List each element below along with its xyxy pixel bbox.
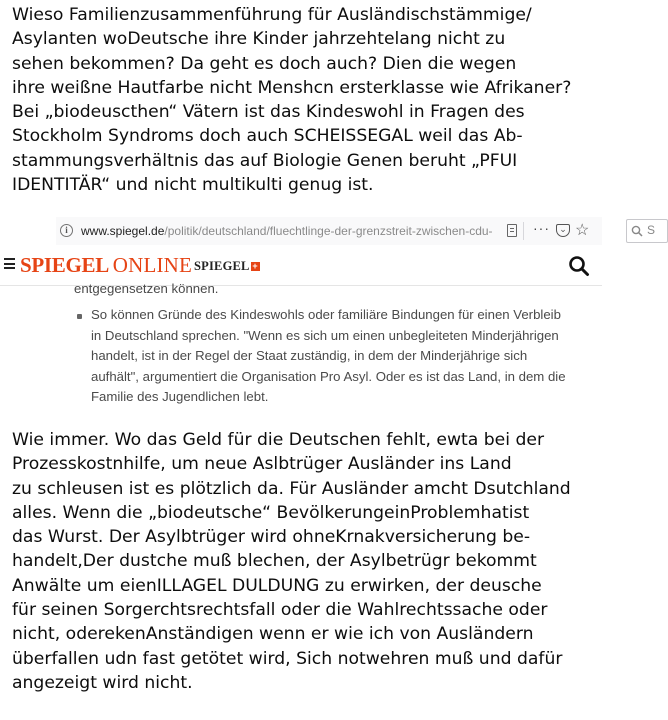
text-line: stammungsverhältnis das auf Biologie Genen beruht „PFUI	[12, 150, 518, 171]
spiegel-plus-logo[interactable]: SPIEGEL +	[194, 259, 258, 273]
text-line: Stockholm Syndroms doch auch SCHEISSEGAL weil das Ab-	[12, 126, 523, 147]
page-actions-icon[interactable]: ···	[533, 220, 550, 236]
text-line: angezeigt wird nicht.	[12, 672, 193, 693]
pocket-icon[interactable]: ⌄	[556, 224, 570, 237]
text-line: IDENTITÄR“ und nicht multikulti genug ist.	[12, 175, 374, 196]
url-path: /politik/deutschland/fluechtlinge-der-grenzstreit-zwischen-cdu-	[164, 224, 493, 238]
site-info-icon[interactable]: i	[60, 224, 73, 237]
menu-icon[interactable]	[4, 258, 15, 269]
spiegel-online-logo[interactable]: SPIEGEL ONLINE	[20, 253, 193, 277]
text-line: überfallen udn fast getötet wird, Sich notwehren muß und dafür	[12, 648, 563, 669]
text-line: So können Gründe des Kindeswohls oder familiäre Bindungen für einen Verbleib	[91, 307, 561, 322]
cut-off-line: entgegensetzen können.	[74, 281, 219, 296]
url-text[interactable]	[81, 224, 499, 238]
search-box[interactable]	[626, 219, 668, 243]
url-host: www.spiegel.de	[81, 224, 165, 238]
text-line: Bei „biodeuscthen“ Vätern ist das Kindeswohl in Fragen des	[12, 102, 525, 123]
text-line: in Deutschland sprechen. "Wenn es sich um einen unbegleiteten Minderjährigen	[91, 327, 559, 343]
search-icon[interactable]	[568, 255, 590, 277]
text-line: Asylanten woDeutsche ihre Kinder jahrzehtelang nicht zu	[12, 29, 506, 50]
url-bar[interactable]	[56, 217, 656, 246]
text-line: nicht, oderekenAnständigen wenn er wie ich von Ausländern	[12, 624, 534, 645]
text-line: handelt, ist in der Regel der Staat zuständig, in dem der Minderjährige sich	[91, 348, 528, 364]
text-line: Familie des Jugendlichen lebt.	[91, 389, 269, 405]
search-placeholder: S	[647, 223, 656, 237]
divider	[523, 222, 524, 240]
text-line: handelt,Der dustche muß blechen, der Asylbetrügr bekommt	[12, 551, 537, 572]
text-line: zu schleusen ist es plötzlich da. Für Ausländer amcht Dsutchland	[12, 478, 571, 499]
text-line: Wie immer. Wo das Geld für die Deutschen fehlt, ewta bei der	[12, 430, 545, 450]
text-line: Anwälte um eienILLAGEL DULDUNG zu erwirken, der deusche	[12, 575, 542, 596]
search-icon	[631, 225, 643, 237]
browser-screenshot	[0, 217, 656, 417]
text-line: für seinen Sorgerchtsrechtsfall oder die Wahlrechtssache oder	[12, 600, 548, 621]
text-line: aufhält", argumentiert die Organisation Pro Asyl. Oder es ist das Land, in dem die	[91, 368, 566, 384]
bookmark-star-icon[interactable]: ☆	[575, 222, 590, 239]
reader-view-icon[interactable]	[507, 224, 517, 237]
bullet-paragraph	[91, 305, 591, 408]
text-line: das Wurst. Der Asylbtrüger wird ohneKrnakversicherung be-	[12, 527, 531, 548]
top-commentary	[12, 3, 596, 197]
text-line: ihre weißne Hautfarbe nicht Menshcn ersterklasse wie Afrikaner?	[12, 77, 572, 98]
bottom-commentary	[12, 428, 596, 695]
text-line: sehen bekommen? Da geht es doch auch? Dien die wegen	[12, 53, 517, 74]
text-line: alles. Wenn die „biodeutsche“ BevölkerungeinProblemhatist	[12, 502, 530, 523]
text-line: Prozesskostnhilfe, um neue Aslbtrüger Ausländer ins Land	[12, 454, 512, 475]
text-line: Wieso Familienzusammenführung für Ausländischstämmige/	[12, 5, 532, 25]
bullet-marker	[77, 314, 82, 319]
